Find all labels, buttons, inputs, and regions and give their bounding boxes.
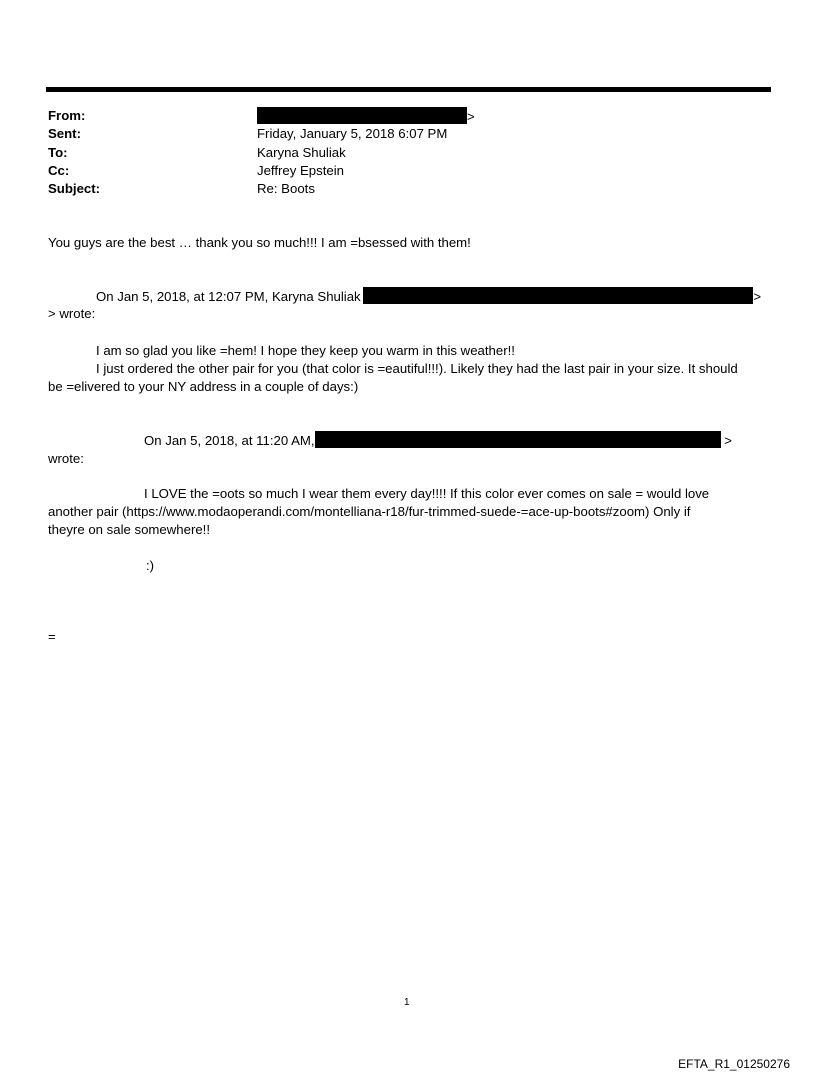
quote2-wrote: wrote: [48,451,84,466]
subject-label: Subject: [48,181,101,196]
to-value: Karyna Shuliak [257,145,346,160]
trailing-equals: = [48,629,56,644]
quote2-line3: theyre on sale somewhere!! [48,522,210,537]
sent-value: Friday, January 5, 2018 6:07 PM [257,126,448,141]
quote1-intro [96,287,761,306]
smiley-text: :) [146,558,155,573]
quote2-intro-text: On Jan 5, 2018, at 11:20 AM, [144,433,315,448]
sent-label: Sent: [48,126,81,141]
header-rule [46,87,771,92]
subject-value: Re: Boots [257,181,315,196]
to-label: To: [48,145,68,160]
page-number: 1 [404,997,410,1008]
cc-value: Jeffrey Epstein [257,163,344,178]
quote1-intro-text: On Jan 5, 2018, at 12:07 PM, Karyna Shuliak [96,289,361,304]
document-id: EFTA_R1_01250276 [678,1057,790,1071]
redaction-bar [315,431,721,448]
quote1-line2: I just ordered the other pair for you (that color is =eautiful!!!). Likely they had the last pair in your size. It should [96,361,738,376]
quote2-line2: another pair (https://www.modaoperandi.com/montelliana-r18/fur-trimmed-suede-=ace-up-boots#zoom) Only if [48,504,691,519]
quote1-line3: be =elivered to your NY address in a couple of days:) [48,379,359,394]
quote1-wrote: > wrote: [48,306,96,321]
quote2-intro [144,431,732,450]
reply-text: You guys are the best … thank you so much!!! I am =bsessed with them! [48,235,471,250]
quote2-line1: I LOVE the =oots so much I wear them every day!!!! If this color ever comes on sale = would love [144,486,710,501]
cc-label: Cc: [48,163,70,178]
quote1-line1: I am so glad you like =hem! I hope they keep you warm in this weather!! [96,343,515,358]
from-label: From: [48,108,86,123]
quote1-intro-suffix: > [753,289,762,304]
quote2-intro-suffix: > [724,433,732,448]
from-value [257,107,475,126]
from-suffix: > [467,109,475,124]
redaction-bar [257,107,467,124]
redaction-bar [363,287,753,304]
